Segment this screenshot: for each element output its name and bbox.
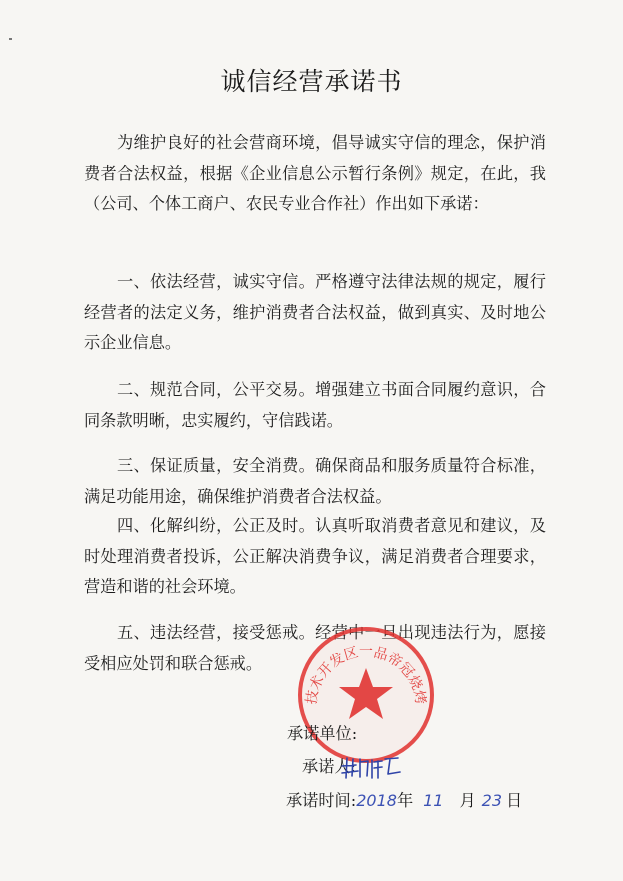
person-label: 承诺人: — [302, 757, 357, 776]
company-seal — [295, 624, 437, 766]
date-year: 2018 — [356, 791, 397, 810]
scan-speck — [9, 38, 12, 40]
month-unit: 月 — [459, 791, 476, 810]
commitment-item-4: 四、化解纠纷，公正及时。认真听取消费者意见和建议，及时处理消费者投诉，公正解决消费争议，满足消费者合理要求，营造和谐的社会环境。 — [84, 516, 546, 596]
signing-date-line — [286, 787, 522, 811]
commitment-item-1: 一、依法经营，诚实守信。严格遵守法律法规的规定，履行经营者的法定义务，维护消费者合法权益，做到真实、及时地公示企业信息。 — [84, 272, 546, 352]
intro-paragraph: 为维护良好的社会营商环境，倡导诚实守信的理念，保护消费者合法权益，根据《企业信息公示暂行条例》规定，在此，我（公司、个体工商户、农民专业合作社）作出如下承诺： — [84, 133, 546, 213]
date-day: 23 — [481, 791, 503, 810]
day-unit: 日 — [506, 791, 523, 810]
document-title: 诚信经营承诺书 — [220, 67, 403, 96]
commitment-item-3: 三、保证质量，安全消费。确保商品和服务质量符合标准，满足功能用途，确保维护消费者合法权益。 — [84, 456, 546, 506]
unit-label: 承诺单位: — [287, 724, 358, 743]
time-label: 承诺时间: — [286, 791, 357, 810]
commitment-item-2: 二、规范合同，公平交易。增强建立书面合同履约意识，合同条款明晰，忠实履约，守信践诺。 — [84, 380, 546, 430]
date-month: 11 — [423, 791, 444, 810]
seal-text: 技术开发区一品帝冠烧烤 — [303, 644, 429, 706]
year-unit: 年 — [396, 791, 414, 810]
commitment-item-5: 五、违法经营，接受惩戒。经营中一旦出现违法行为，愿接受相应处罚和联合惩戒。 — [84, 623, 546, 673]
handwritten-signature — [338, 752, 404, 782]
